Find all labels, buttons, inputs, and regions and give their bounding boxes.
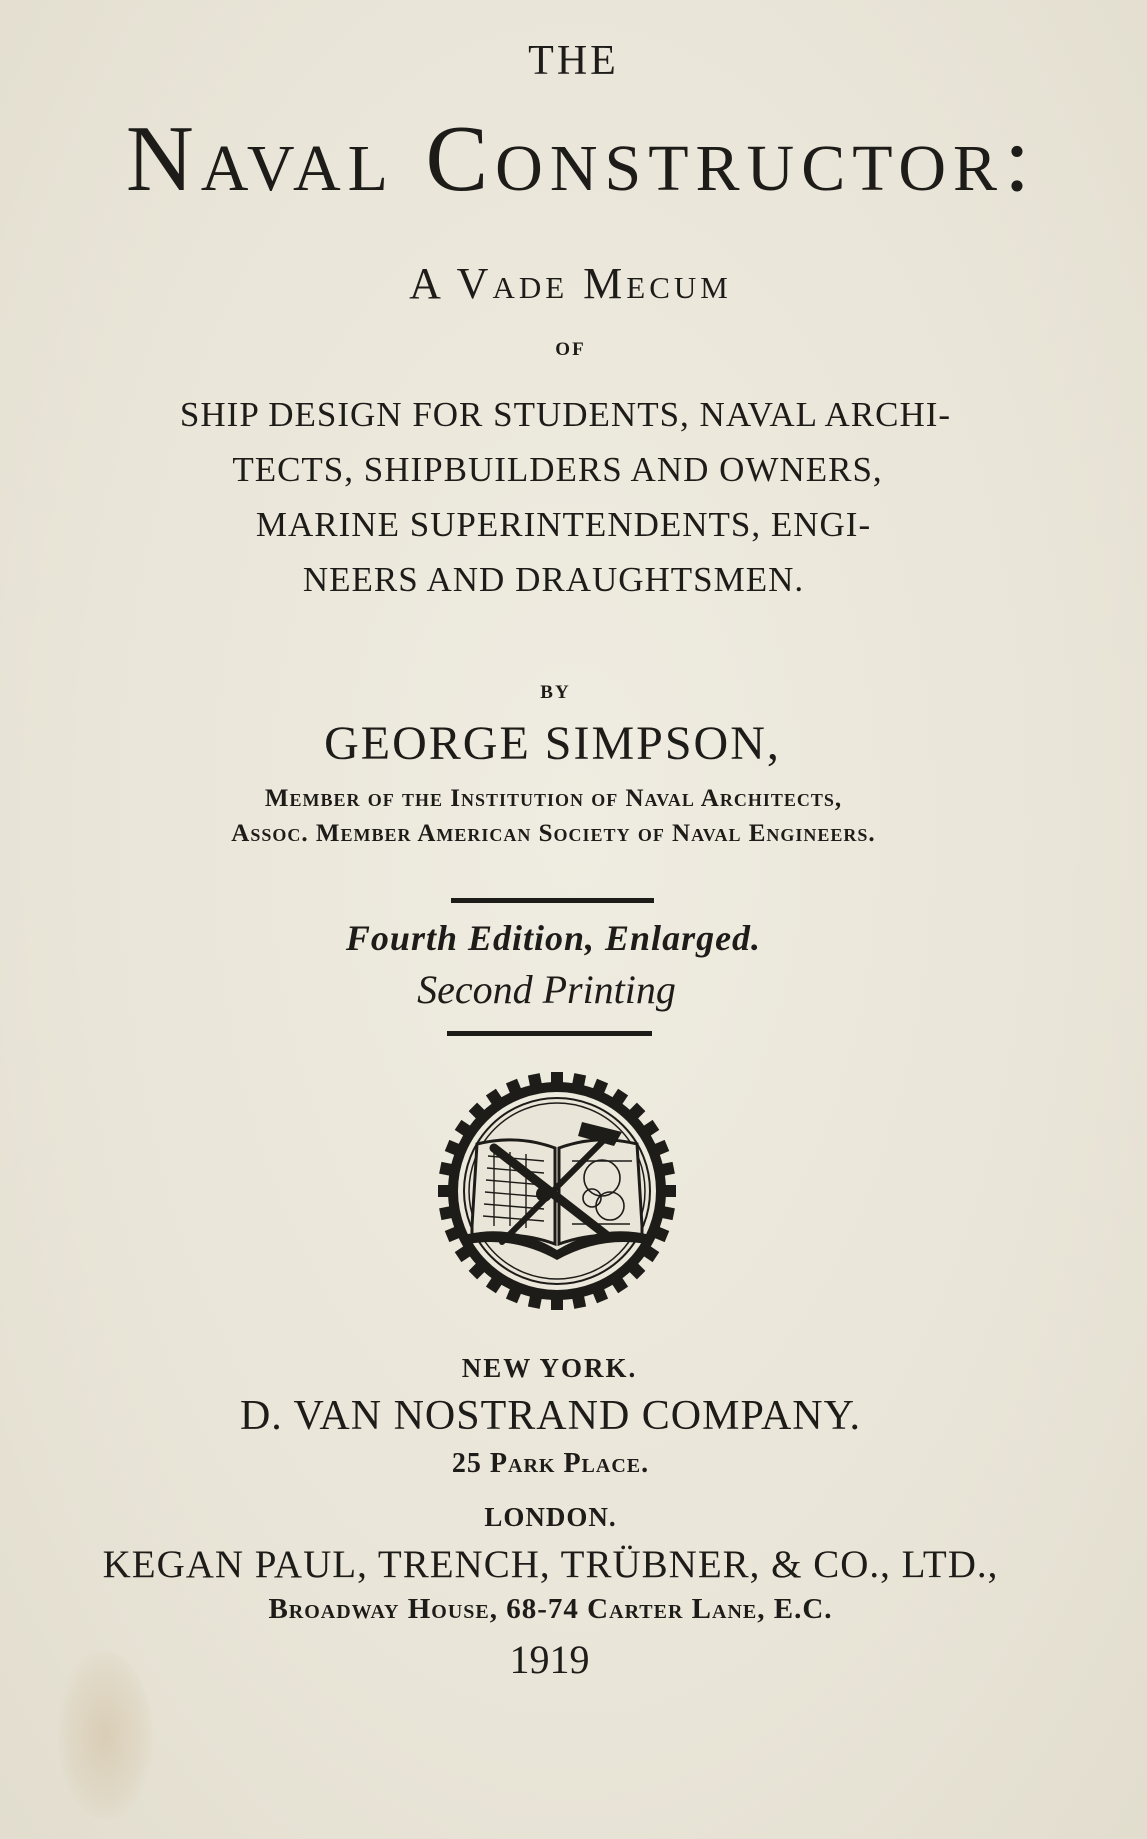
description-line: SHIP DESIGN FOR STUDENTS, NAVAL ARCHI- <box>179 395 952 434</box>
description-line: TECTS, SHIPBUILDERS AND OWNERS, <box>232 450 883 489</box>
publication-year: 1919 <box>509 1637 590 1682</box>
publisher-name-uk: KEGAN PAUL, TRENCH, TRÜBNER, & CO., LTD., <box>102 1543 999 1586</box>
by-label: BY <box>540 682 571 703</box>
book-title: Naval Constructor: <box>125 107 1038 211</box>
description-line: NEERS AND DRAUGHTSMEN. <box>302 560 805 599</box>
edition-label: Fourth Edition, Enlarged. <box>345 918 762 958</box>
publisher-address-uk: Broadway House, 68-74 Carter Lane, E.C. <box>268 1593 833 1625</box>
divider-rule-top <box>451 898 654 903</box>
author-credential: Member of the Institution of Naval Architects, <box>264 785 843 812</box>
author-name: GEORGE SIMPSON, <box>324 717 781 770</box>
divider-rule-bottom <box>447 1031 652 1036</box>
author-credential: Assoc. Member American Society of Naval Engineers. <box>231 820 876 847</box>
imprint-city-new-york: NEW YORK. <box>461 1353 638 1383</box>
subtitle-connector: OF <box>555 339 586 360</box>
printing-label: Second Printing <box>417 967 676 1012</box>
book-subtitle: A Vade Mecum <box>409 259 732 308</box>
publisher-address-us: 25 Park Place. <box>451 1448 650 1479</box>
imprint-city-london: LONDON. <box>484 1502 617 1532</box>
title-article: THE <box>528 38 619 84</box>
publisher-device-gear-book-icon <box>432 1066 682 1316</box>
description-line: MARINE SUPERINTENDENTS, ENGI- <box>255 505 872 544</box>
publisher-name-us: D. VAN NOSTRAND COMPANY. <box>239 1393 862 1439</box>
